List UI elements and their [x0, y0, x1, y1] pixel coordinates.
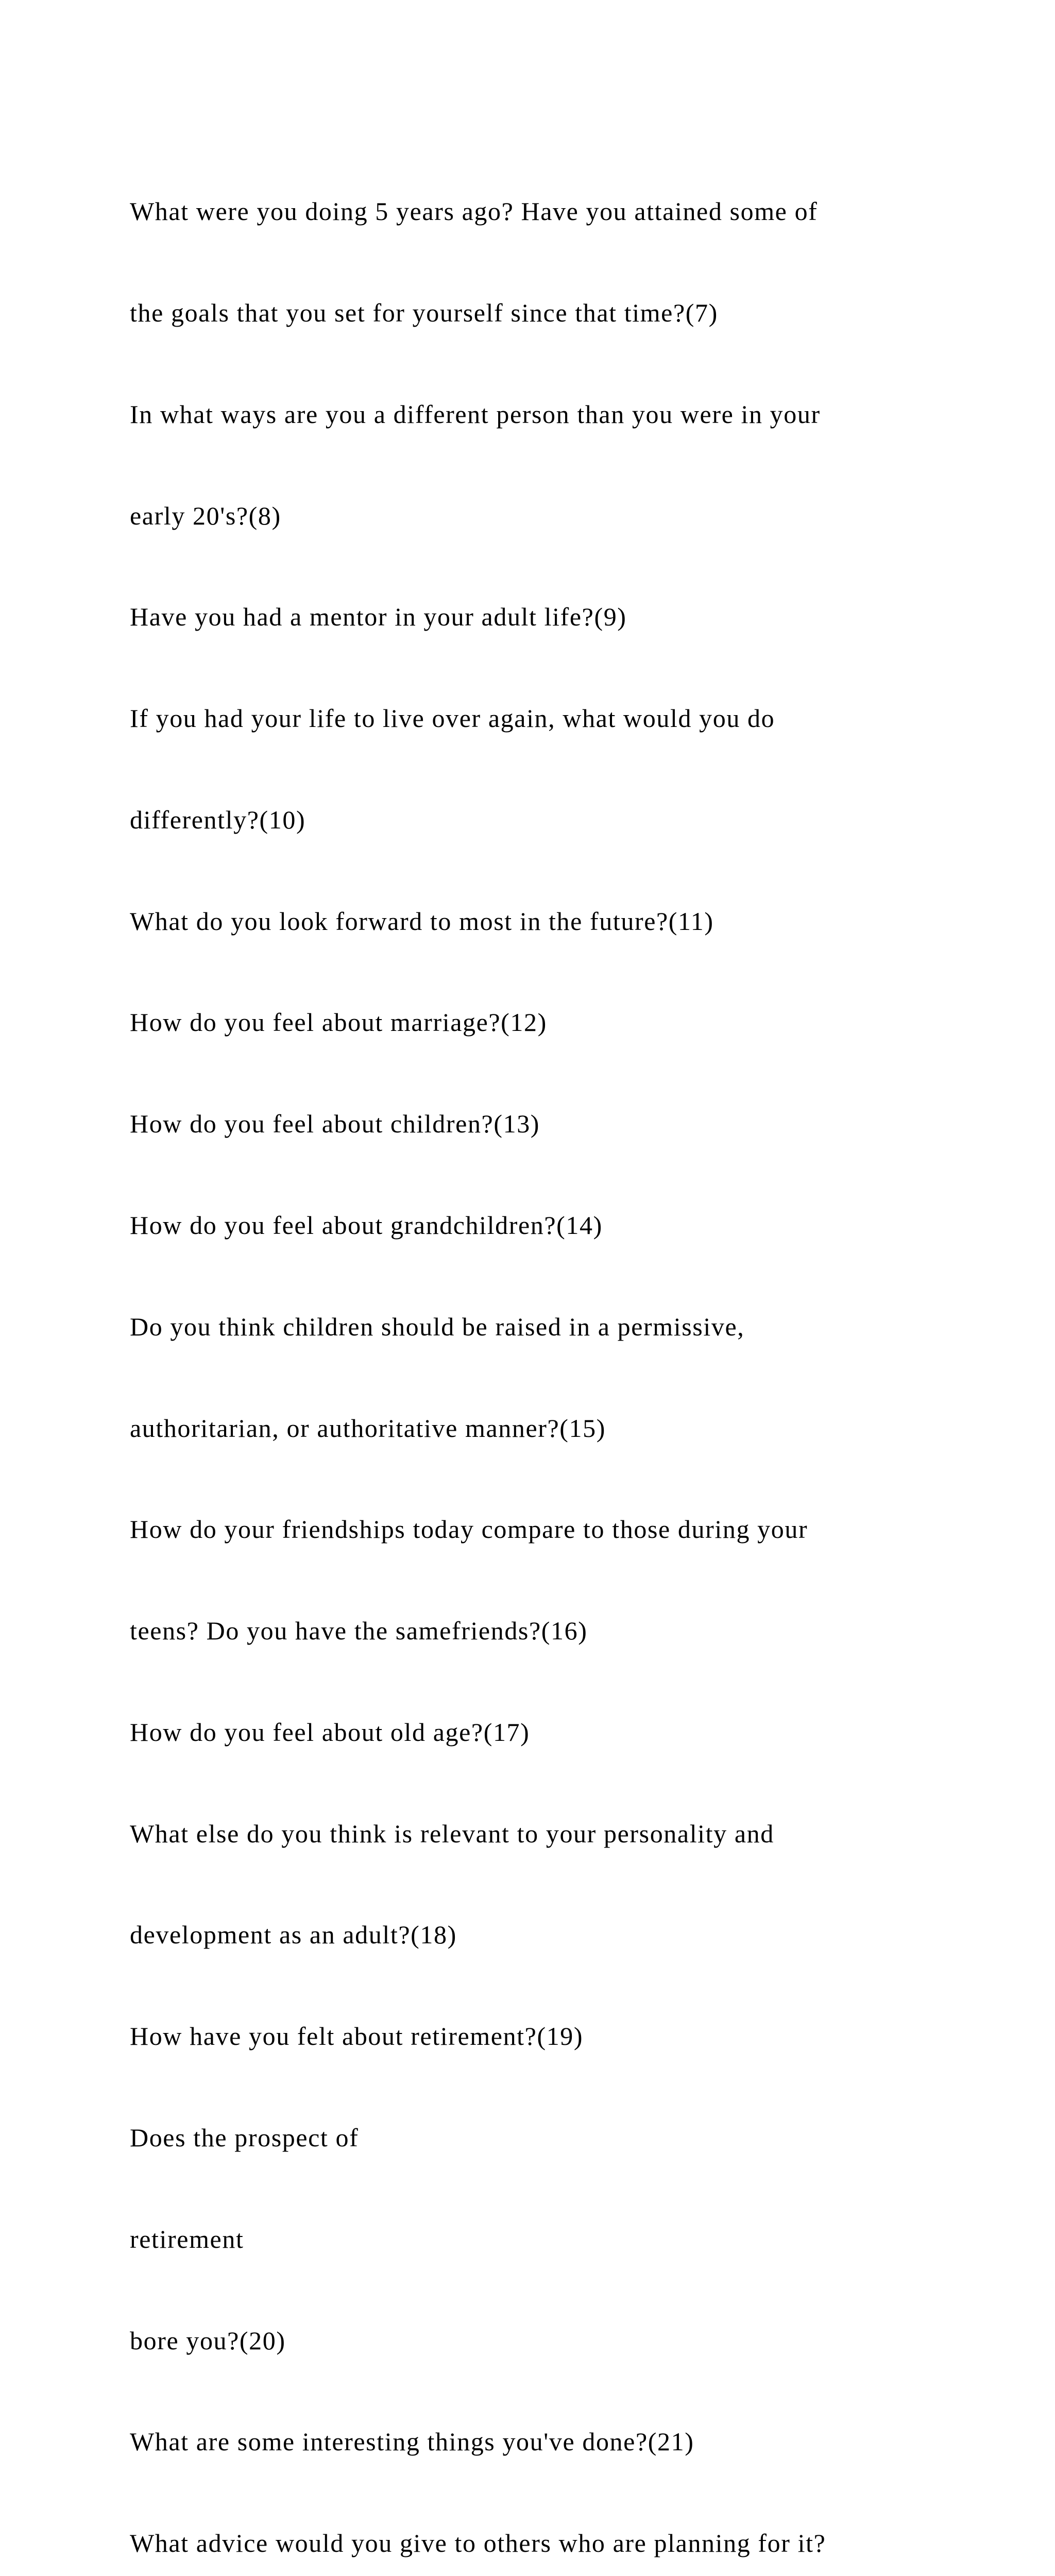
text-line: Have you had a mentor in your adult life?(9): [130, 602, 627, 632]
text-line: How do your friendships today compare to those during your: [130, 1515, 808, 1544]
text-line: differently?(10): [130, 805, 306, 834]
text-line: What are some interesting things you've done?(21): [130, 2427, 694, 2456]
text-line: What do you look forward to most in the future?(11): [130, 906, 714, 936]
text-line: authoritarian, or authoritative manner?(15): [130, 1413, 606, 1443]
text-line: bore you?(20): [130, 2326, 286, 2355]
text-line: How do you feel about old age?(17): [130, 1717, 530, 1747]
text-line: Do you think children should be raised in a permissive,: [130, 1312, 745, 1341]
text-line: How have you felt about retirement?(19): [130, 2022, 584, 2051]
text-line: Does the prospect of: [130, 2123, 359, 2153]
text-line: the goals that you set for yourself since that time?(7): [130, 298, 718, 327]
text-line: What else do you think is relevant to your personality and: [130, 1819, 774, 1848]
text-line: In what ways are you a different person than you were in your: [130, 399, 821, 429]
text-line: If you had your life to live over again, what would you do: [130, 704, 775, 733]
text-line: How do you feel about grandchildren?(14): [130, 1211, 603, 1240]
text-line: What were you doing 5 years ago? Have you attained some of: [130, 197, 818, 226]
text-line: development as an adult?(18): [130, 1920, 457, 1950]
text-line: How do you feel about marriage?(12): [130, 1008, 547, 1037]
text-line: teens? Do you have the samefriends?(16): [130, 1616, 588, 1646]
document-text: [130, 127, 1006, 2576]
text-line: How do you feel about children?(13): [130, 1109, 540, 1139]
text-line: retirement: [130, 2224, 244, 2253]
text-line: early 20's?(8): [130, 501, 281, 530]
text-line: What advice would you give to others who are planning for it?: [130, 2529, 826, 2558]
